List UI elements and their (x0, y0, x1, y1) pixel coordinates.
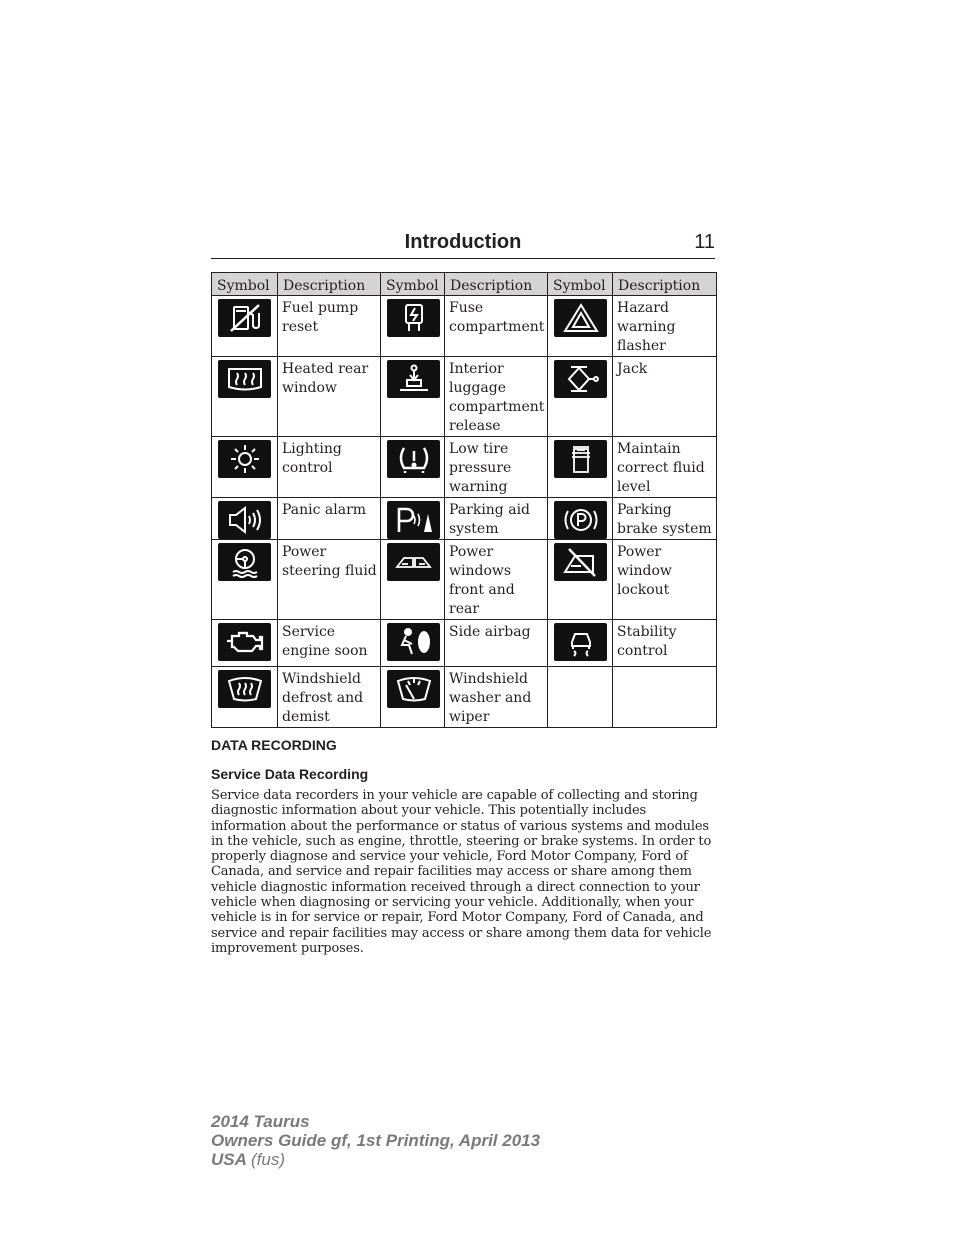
window-lockout-icon (554, 543, 607, 581)
lighting-control-icon (218, 440, 271, 478)
hazard-warning-icon (554, 299, 607, 337)
symbol-table (211, 272, 717, 728)
footer-line: 2014 Taurus (211, 1112, 310, 1131)
side-airbag-icon (387, 623, 440, 661)
fluid-level-icon (554, 440, 607, 478)
symbol-description: Interior luggage compartment release (445, 357, 548, 437)
footer-line (211, 1150, 540, 1169)
low-tire-pressure-icon (387, 440, 440, 478)
stability-control-icon (554, 623, 607, 661)
fuel-pump-reset-icon (218, 299, 271, 337)
heated-rear-window-icon (218, 360, 271, 398)
jack-icon (554, 360, 607, 398)
symbol-description: Power steering fluid (278, 540, 381, 620)
symbol-description: Windshield defrost and demist (278, 667, 381, 728)
symbol-description: Parking brake system (613, 498, 717, 540)
symbol-description: Lighting control (278, 437, 381, 498)
symbol-description: Hazard warning flasher (613, 296, 717, 357)
table-row (212, 296, 717, 357)
page-title: Introduction (404, 231, 522, 253)
symbol-description: Fuel pump reset (278, 296, 381, 357)
footer-region: USA (211, 1150, 247, 1169)
parking-brake-icon (554, 501, 607, 539)
table-row (212, 437, 717, 498)
table-row (212, 667, 717, 728)
page-number: 11 (694, 231, 715, 253)
column-header: Symbol (212, 273, 278, 296)
column-header: Symbol (548, 273, 613, 296)
panic-alarm-icon (218, 501, 271, 539)
engine-icon (218, 623, 271, 661)
column-header: Description (613, 273, 717, 296)
symbol-description: Stability control (613, 620, 717, 667)
footer-region-code: (fus) (251, 1150, 285, 1169)
body-paragraph: Service data recorders in your vehicle are capable of collecting and storing diagnostic information about your vehicle. This potentially includes information about the performance or status of various systems and modules in the vehicle, such as engine, throttle, steering or brake systems. In order to properly diagnose and service your vehicle, Ford Motor Company, Ford of Canada, and service and repair facilities may access or share among them vehicle diagnostic information received through a direct connection to your vehicle when diagnosing or servicing your vehicle. Additionally, when your vehicle is in for service or repair, Ford Motor Company, Ford of Canada, and service and repair facilities may access or share among them data for vehicle improvement purposes. (211, 788, 712, 956)
symbol-description: Power windows front and rear (445, 540, 548, 620)
symbol-description: Windshield washer and wiper (445, 667, 548, 728)
fuse-icon (387, 299, 440, 337)
power-steering-icon (218, 543, 271, 581)
washer-wiper-icon (387, 670, 440, 708)
column-header: Description (445, 273, 548, 296)
sub-heading: Service Data Recording (211, 766, 369, 782)
parking-aid-icon (387, 501, 440, 539)
table-row (212, 620, 717, 667)
windshield-defrost-icon (218, 670, 271, 708)
section-heading: DATA RECORDING (211, 737, 337, 753)
symbol-description: Jack (613, 357, 717, 437)
table-header-row (212, 273, 717, 296)
symbol-description: Fuse compartment (445, 296, 548, 357)
table-row (212, 498, 717, 540)
symbol-description: Maintain correct fluid level (613, 437, 717, 498)
footer-line: Owners Guide gf, 1st Printing, April 2013 (211, 1131, 541, 1150)
page-header (211, 230, 715, 259)
symbol-description: Parking aid system (445, 498, 548, 540)
symbol-description: Service engine soon (278, 620, 381, 667)
symbol-description: Heated rear window (278, 357, 381, 437)
symbol-description: Side airbag (445, 620, 548, 667)
symbol-description: Low tire pressure warning (445, 437, 548, 498)
empty-cell (548, 667, 613, 728)
column-header: Symbol (381, 273, 445, 296)
table-row (212, 357, 717, 437)
empty-cell (613, 667, 717, 728)
table-row (212, 540, 717, 620)
luggage-release-icon (387, 360, 440, 398)
footer (211, 1112, 540, 1169)
symbol-description: Power window lockout (613, 540, 717, 620)
symbol-description: Panic alarm (278, 498, 381, 540)
power-windows-icon (387, 543, 440, 581)
column-header: Description (278, 273, 381, 296)
